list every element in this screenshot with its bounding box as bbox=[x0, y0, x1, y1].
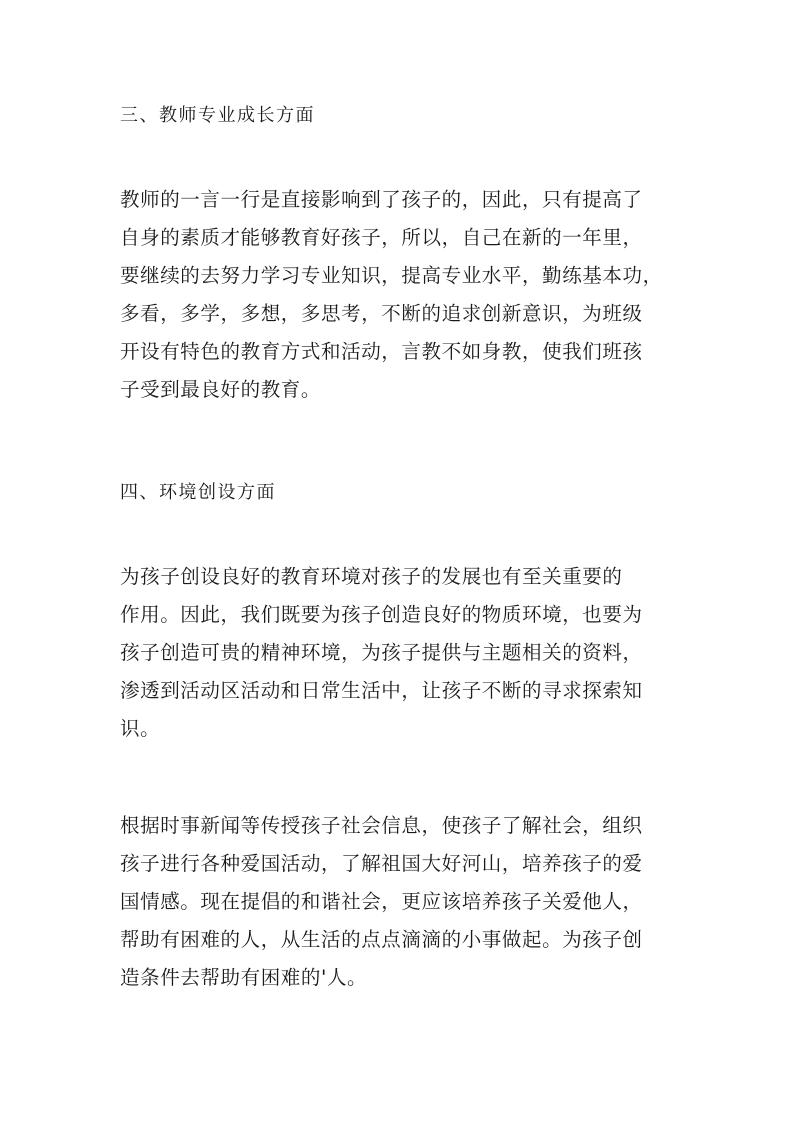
paragraph-line: 国情感。现在提倡的和谐社会，更应该培养孩子关爱他人， bbox=[120, 890, 643, 913]
paragraph-line: 作用。因此，我们既要为孩子创造良好的物质环境，也要为 bbox=[120, 603, 643, 626]
paragraph-line: 多看，多学，多想，多思考，不断的追求创新意识，为班级 bbox=[120, 302, 643, 325]
section-heading: 四、环境创设方面 bbox=[120, 482, 276, 503]
paragraph-line: 孩子创造可贵的精神环境，为孩子提供与主题相关的资料， bbox=[120, 641, 643, 664]
paragraph-line: 自身的素质才能够教育好孩子，所以，自己在新的一年里， bbox=[120, 226, 643, 249]
paragraph-line: 为孩子创设良好的教育环境对孩子的发展也有至关重要的 bbox=[120, 565, 623, 588]
paragraph-line: 教师的一言一行是直接影响到了孩子的，因此，只有提高了 bbox=[120, 188, 643, 211]
paragraph-line: 造条件去帮助有困难的'人。 bbox=[120, 966, 368, 989]
paragraph-line: 帮助有困难的人，从生活的点点滴滴的小事做起。为孩子创 bbox=[120, 928, 643, 951]
paragraph-line: 要继续的去努力学习专业知识，提高专业水平，勤练基本功， bbox=[120, 264, 663, 287]
paragraph-line: 子受到最良好的教育。 bbox=[120, 378, 322, 401]
paragraph-line: 渗透到活动区活动和日常生活中，让孩子不断的寻求探索知 bbox=[120, 679, 643, 702]
paragraph-line: 开设有特色的教育方式和活动，言教不如身教，使我们班孩 bbox=[120, 340, 643, 363]
section-heading: 三、教师专业成长方面 bbox=[120, 105, 315, 126]
paragraph-line: 识。 bbox=[120, 717, 161, 740]
paragraph-line: 根据时事新闻等传授孩子社会信息，使孩子了解社会，组织 bbox=[120, 814, 643, 837]
paragraph-line: 孩子进行各种爱国活动，了解祖国大好河山，培养孩子的爱 bbox=[120, 852, 643, 875]
